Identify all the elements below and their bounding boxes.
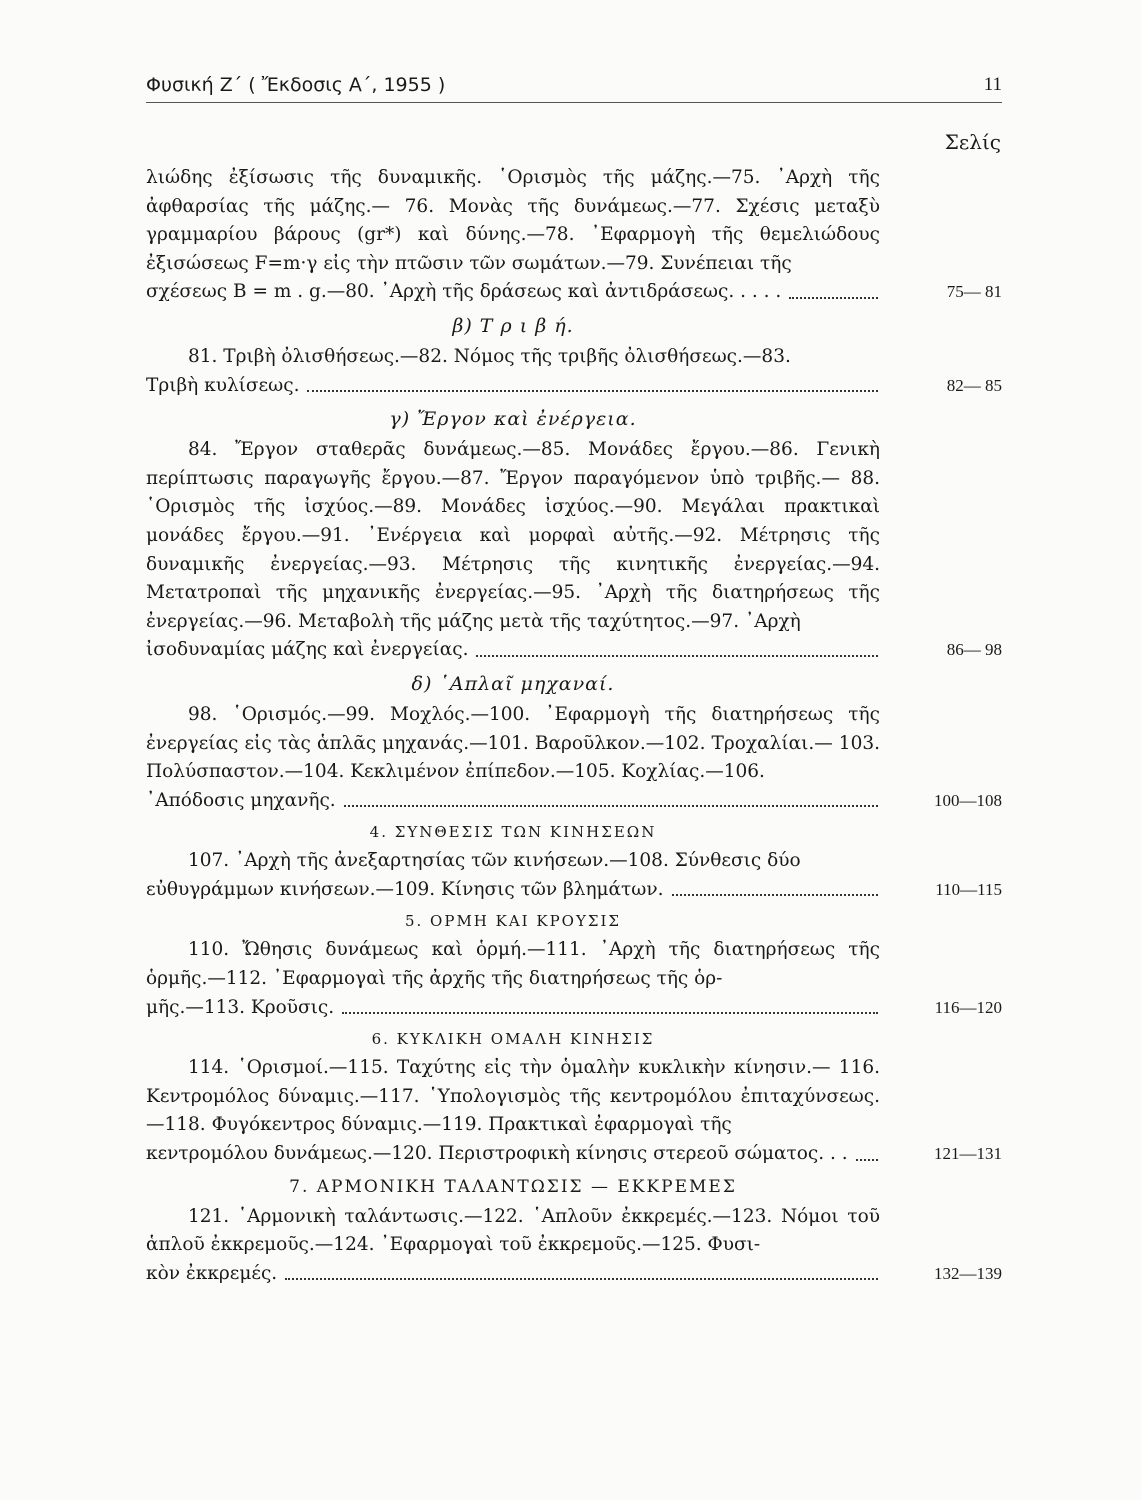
section-heading: 6. ΚΥΚΛΙΚΗ ΟΜΑΛΗ ΚΙΝΗΣΙΣ (371, 1030, 655, 1049)
toc-entry (146, 436, 1002, 665)
toc-entry (146, 936, 1002, 1022)
toc-entry-text: 84. Ἔργον σταθερᾶς δυνάμεως.—85. Μονάδες ἔργου.—86. Γενικὴ περίπτωσις παραγωγῆς ἔργου.—87. Ἔργον παραγόμενον ὑπὸ τριβῆς.— 88. ῾Ορισμὸς τῆς ἰσχύος.—89. Μονάδες ἰσχύος.—90. Μεγάλαι πρακτικαὶ μονάδες ἔργου.—91. ᾿Ενέργεια καὶ μορφαὶ αὐτῆς.—92. Μέτρησις τῆς δυναμικῆς ἐνεργείας.—93. Μέτρησις τῆς κινητικῆς ἐνεργείας.—94. Μετατροπαὶ τῆς μηχανικῆς ἐνεργείας.—95. ᾿Αρχὴ τῆς διατηρήσεως τῆς ἐνεργείας.—96. Μεταβολὴ τῆς μάζης μετὰ τῆς ταχύτητος.—97. ᾿Αρχὴ (146, 439, 880, 632)
dot-leader (342, 1011, 878, 1014)
subsection-heading: γ) Ἔργον καὶ ἐνέργεια. (389, 408, 637, 431)
section-heading: 4. ΣΥΝΘΕΣΙΣ ΤΩΝ ΚΙΝΗΣΕΩΝ (369, 823, 657, 842)
toc-entry-last-line (146, 372, 880, 401)
toc-entry (146, 164, 1002, 307)
toc-entry-text: 110. Ὤθησις δυνάμεως καὶ ὁρμή.—111. ᾿Αρχὴ τῆς διατηρήσεως τῆς ὁρμῆς.—112. ᾿Εφαρμογαὶ τῆς ἀρχῆς τῆς διατηρήσεως τῆς ὁρ- (146, 939, 880, 990)
toc-entry-last-text: ἰσοδυναμίας μάζης καὶ ἐνεργείας. (146, 639, 472, 660)
toc-entry-last-line (146, 636, 880, 665)
toc-entry (146, 1054, 1002, 1168)
toc-entry-last-text: κεντρομόλου δυνάμεως.—120. Περιστροφικὴ κίνησις στερεοῦ σώματος. . . (146, 1143, 852, 1164)
dot-leader (285, 1277, 878, 1280)
running-header (146, 74, 1002, 103)
toc-entry-text: 107. ᾿Αρχὴ τῆς ἀνεξαρτησίας τῶν κινήσεων.—108. Σύνθεσις δύο (188, 850, 801, 872)
dot-leader (856, 1158, 878, 1161)
toc-entry (146, 1203, 1002, 1289)
toc-entry-text: 121. ῾Αρμονικὴ ταλάντωσις.—122. ῾Απλοῦν ἐκκρεμές.—123. Νόμοι τοῦ ἁπλοῦ ἐκκρεμοῦς.—124. ᾿Εφαρμογαὶ τοῦ ἐκκρεμοῦς.—125. Φυσι- (146, 1205, 880, 1256)
toc-entry-last-line (146, 876, 880, 905)
toc-entry-last-text: μῆς.—113. Κροῦσις. (146, 997, 338, 1018)
toc-entry (146, 701, 1002, 815)
page-range: 110—115 (935, 879, 1002, 899)
toc-entry-last-text: ᾿Απόδοσις μηχανῆς. (146, 790, 340, 811)
page-range: 121—131 (934, 1144, 1002, 1164)
book-title: Φυσική Ζ΄ ( Ἔκδοσις Α΄, 1955 ) (146, 74, 446, 96)
toc-entry-last-text: σχέσεως B = m . g.—80. ᾿Αρχὴ τῆς δράσεως καὶ ἀντιδράσεως. . . . . (146, 281, 785, 302)
toc-entry-text: 114. ῾Ορισμοί.—115. Ταχύτης εἰς τὴν ὁμαλὴν κυκλικὴν κίνησιν.— 116. Κεντρομόλος δύναμις.—117. ῾Υπολογισμὸς τῆς κεντρομόλου ἐπιταχύνσεως.—118. Φυγόκεντρος δύναμις.—119. Πρακτικαὶ ἐφαρμογαὶ τῆς (146, 1057, 880, 1136)
page-range: 75— 81 (946, 282, 1002, 302)
section-heading: 7. ΑΡΜΟΝΙΚΗ ΤΑΛΑΝΤΩΣΙΣ — ΕΚΚΡΕΜΕΣ (289, 1176, 737, 1197)
dot-leader (476, 654, 878, 657)
dot-leader (789, 296, 878, 299)
page-range: 86— 98 (946, 640, 1002, 660)
table-of-contents (146, 164, 1002, 1288)
page-range: 116—120 (934, 997, 1002, 1017)
toc-entry-text: 98. ῾Ορισμός.—99. Μοχλός.—100. ᾿Εφαρμογὴ τῆς διατηρήσεως τῆς ἐνεργείας εἰς τὰς ἁπλᾶς μηχανάς.—101. Βαροῦλκον.—102. Τροχαλίαι.— 103. Πολύσπαστον.—104. Κεκλιμένον ἐπίπεδον.—105. Κοχλίας.—106. (146, 703, 880, 783)
dot-leader (307, 389, 878, 392)
page-range: 132—139 (934, 1263, 1002, 1283)
toc-entry-text: 81. Τριβὴ ὀλισθήσεως.—82. Νόμος τῆς τριβῆς ὀλισθήσεως.—83. (188, 345, 791, 367)
toc-entry-last-line (146, 994, 880, 1023)
page-number: 11 (983, 74, 1002, 95)
toc-entry-last-text: εὐθυγράμμων κινήσεων.—109. Κίνησις τῶν βλημάτων. (146, 879, 668, 900)
dot-leader (344, 804, 878, 807)
toc-entry-last-text: Τριβὴ κυλίσεως. (146, 375, 303, 396)
section-heading: 5. ΟΡΜΗ ΚΑΙ ΚΡΟΥΣΙΣ (404, 912, 622, 931)
page-range: 100—108 (934, 790, 1002, 810)
toc-entry-last-line (146, 1260, 880, 1289)
page-column-heading: Σελίς (944, 130, 1001, 154)
toc-entry (146, 343, 1002, 400)
subsection-heading: δ) ῾Απλαῖ μηχαναί. (411, 672, 615, 695)
toc-entry-last-text: κὸν ἐκκρεμές. (146, 1263, 281, 1284)
toc-entry-text: λιώδης ἐξίσωσις τῆς δυναμικῆς. ῾Ορισμὸς τῆς μάζης.—75. ᾿Αρχὴ τῆς ἀφθαρσίας τῆς μάζης.— 76. Μονὰς τῆς δυνάμεως.—77. Σχέσις μεταξὺ γραμμαρίου βάρους (gr*) καὶ δύνης.—78. ᾿Εφαρμογὴ τῆς θεμελιώδους ἐξισώσεως F=m·γ εἰς τὴν πτῶσιν τῶν σωμάτων.—79. Συνέπειαι τῆς (146, 167, 880, 274)
toc-entry-last-line (146, 787, 880, 816)
toc-entry-last-line (146, 278, 880, 307)
toc-entry-last-line (146, 1140, 880, 1169)
dot-leader (672, 893, 878, 896)
toc-entry (146, 847, 1002, 904)
subsection-heading: β) Τ ρ ι β ή. (452, 314, 574, 337)
page-range: 82— 85 (946, 375, 1002, 395)
